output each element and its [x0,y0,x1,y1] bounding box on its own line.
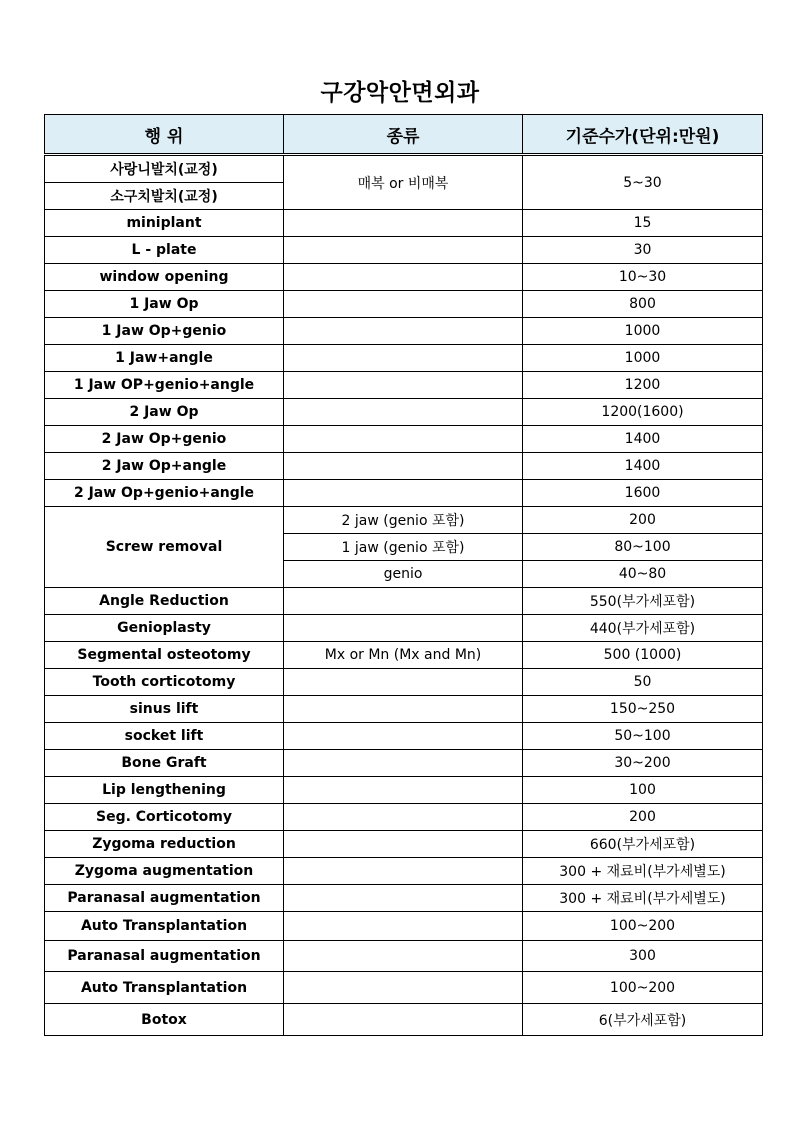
procedure-name: 2 Jaw Op+angle [45,453,284,480]
procedure-type [284,318,523,345]
procedure-type [284,885,523,912]
procedure-name: Angle Reduction [45,588,284,615]
table-row [45,264,763,291]
procedure-type [284,777,523,804]
procedure-price: 100~200 [523,912,763,941]
procedure-type [284,210,523,237]
procedure-name: Paranasal augmentation [45,885,284,912]
table-row [45,972,763,1004]
table-row [45,831,763,858]
procedure-type [284,237,523,264]
procedure-type [284,399,523,426]
procedure-price: 1600 [523,480,763,507]
procedure-price: 500 (1000) [523,642,763,669]
procedure-price: 1400 [523,426,763,453]
procedure-name: 사랑니발치(교정) [45,155,284,183]
procedure-type [284,264,523,291]
procedure-price: 40~80 [523,561,763,588]
table-row [45,426,763,453]
procedure-type [284,804,523,831]
procedure-type [284,912,523,941]
table-row [45,615,763,642]
procedure-name: Auto Transplantation [45,912,284,941]
procedure-name: Paranasal augmentation [45,941,284,972]
procedure-type: 매복 or 비매복 [284,155,523,210]
procedure-type [284,453,523,480]
procedure-name: 1 Jaw Op+genio [45,318,284,345]
procedure-type [284,858,523,885]
procedure-name: 소구치발치(교정) [45,183,284,210]
table-row [45,941,763,972]
procedure-name: Tooth corticotomy [45,669,284,696]
procedure-name: Auto Transplantation [45,972,284,1004]
procedure-name: miniplant [45,210,284,237]
procedure-type [284,426,523,453]
procedure-type: Mx or Mn (Mx and Mn) [284,642,523,669]
table-row [45,399,763,426]
procedure-type [284,291,523,318]
table-row [45,804,763,831]
procedure-name: Screw removal [45,507,284,588]
procedure-type [284,345,523,372]
procedure-price: 1000 [523,345,763,372]
procedure-type [284,669,523,696]
table-row [45,291,763,318]
page-title: 구강악안면외과 [320,80,480,106]
table-row [45,480,763,507]
table-row [45,155,763,183]
procedure-type [284,615,523,642]
procedure-type: 1 jaw (genio 포함) [284,534,523,561]
procedure-price: 200 [523,804,763,831]
procedure-type [284,750,523,777]
procedure-name: 2 Jaw Op [45,399,284,426]
header-price: 기준수가(단위:만원) [523,115,763,155]
table-header-row [45,115,763,155]
header-act: 행 위 [45,115,284,155]
table-row [45,210,763,237]
procedure-price: 200 [523,507,763,534]
procedure-price: 100 [523,777,763,804]
table-row [45,642,763,669]
procedure-type [284,941,523,972]
procedure-name: Seg. Corticotomy [45,804,284,831]
fee-table [44,114,763,1036]
table-row [45,912,763,941]
procedure-name: 1 Jaw OP+genio+angle [45,372,284,399]
procedure-type: 2 jaw (genio 포함) [284,507,523,534]
table-row [45,507,763,534]
procedure-name: Genioplasty [45,615,284,642]
procedure-name: Zygoma augmentation [45,858,284,885]
table-row [45,1004,763,1036]
procedure-type [284,372,523,399]
procedure-name: Bone Graft [45,750,284,777]
procedure-type [284,696,523,723]
table-row [45,588,763,615]
table-row [45,723,763,750]
procedure-name: sinus lift [45,696,284,723]
procedure-name: Botox [45,1004,284,1036]
procedure-type [284,723,523,750]
procedure-price: 550(부가세포함) [523,588,763,615]
procedure-price: 300 + 재료비(부가세별도) [523,885,763,912]
procedure-type [284,972,523,1004]
procedure-price: 5~30 [523,155,763,210]
table-row [45,372,763,399]
procedure-price: 80~100 [523,534,763,561]
procedure-price: 15 [523,210,763,237]
procedure-price: 1200 [523,372,763,399]
procedure-price: 300 [523,941,763,972]
procedure-price: 300 + 재료비(부가세별도) [523,858,763,885]
table-row [45,777,763,804]
procedure-name: socket lift [45,723,284,750]
procedure-name: Lip lengthening [45,777,284,804]
procedure-price: 440(부가세포함) [523,615,763,642]
procedure-price: 6(부가세포함) [523,1004,763,1036]
procedure-type [284,1004,523,1036]
procedure-price: 1000 [523,318,763,345]
procedure-name: Zygoma reduction [45,831,284,858]
procedure-price: 800 [523,291,763,318]
procedure-type: genio [284,561,523,588]
procedure-name: 1 Jaw Op [45,291,284,318]
procedure-name: Segmental osteotomy [45,642,284,669]
table-row [45,237,763,264]
procedure-price: 50~100 [523,723,763,750]
procedure-price: 660(부가세포함) [523,831,763,858]
table-row [45,669,763,696]
table-row [45,858,763,885]
procedure-name: window opening [45,264,284,291]
procedure-price: 30~200 [523,750,763,777]
procedure-price: 10~30 [523,264,763,291]
procedure-type [284,831,523,858]
procedure-type [284,480,523,507]
procedure-price: 30 [523,237,763,264]
procedure-price: 100~200 [523,972,763,1004]
procedure-name: 1 Jaw+angle [45,345,284,372]
procedure-name: 2 Jaw Op+genio [45,426,284,453]
procedure-price: 50 [523,669,763,696]
procedure-name: L - plate [45,237,284,264]
table-row [45,885,763,912]
procedure-name: 2 Jaw Op+genio+angle [45,480,284,507]
header-type: 종류 [284,115,523,155]
table-row [45,696,763,723]
procedure-price: 1200(1600) [523,399,763,426]
table-row [45,453,763,480]
table-row [45,750,763,777]
procedure-price: 150~250 [523,696,763,723]
table-row [45,318,763,345]
table-row [45,345,763,372]
procedure-price: 1400 [523,453,763,480]
procedure-type [284,588,523,615]
